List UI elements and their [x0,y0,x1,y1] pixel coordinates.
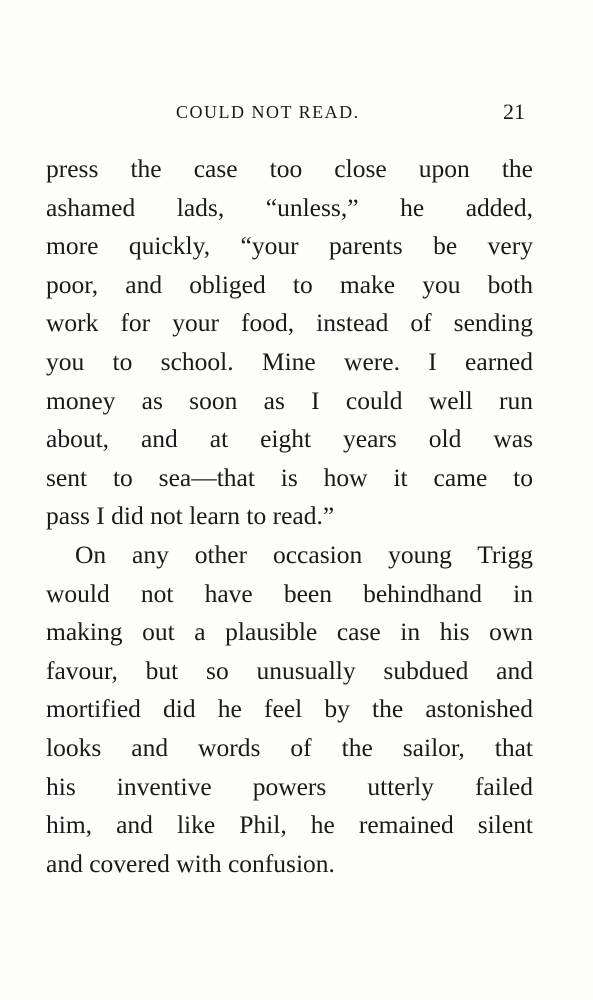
text-line: poor, and obliged to make you both [46,269,533,299]
text-line: his inventive powers utterly failed [46,771,533,801]
text-line: press the case too close upon the [46,154,533,183]
text-line: sent to sea—that is how it came to [46,462,533,492]
text-line: favour, but so unusually subdued and [46,655,533,685]
running-head [0,97,593,127]
text-line: and covered with confusion. [46,848,335,878]
paragraph-2 [46,536,533,883]
text-line: him, and like Phil, he remained silent [46,810,533,840]
text-line: ashamed lads, “unless,” he added, [46,192,533,222]
text-line: money as soon as I could well run [46,385,533,415]
running-title: COULD NOT READ. [176,102,360,122]
text-line: would not have been behindhand in [46,578,533,608]
text-line: making out a plausible case in his own [46,617,533,647]
page-number: 21 [503,99,525,124]
text-line: you to school. Mine were. I earned [46,346,533,376]
text-line: work for your food, instead of sending [46,308,533,338]
text-line: mortified did he feel by the astonished [46,694,533,724]
text-line: looks and words of the sailor, that [46,732,533,762]
text-line: pass I did not learn to read.” [46,501,335,531]
paragraph-1 [46,150,533,536]
text-line: more quickly, “your parents be very [46,231,533,261]
body-text [46,150,533,883]
text-line: On any other occasion young Trigg [75,539,533,569]
text-line: about, and at eight years old was [46,424,533,454]
